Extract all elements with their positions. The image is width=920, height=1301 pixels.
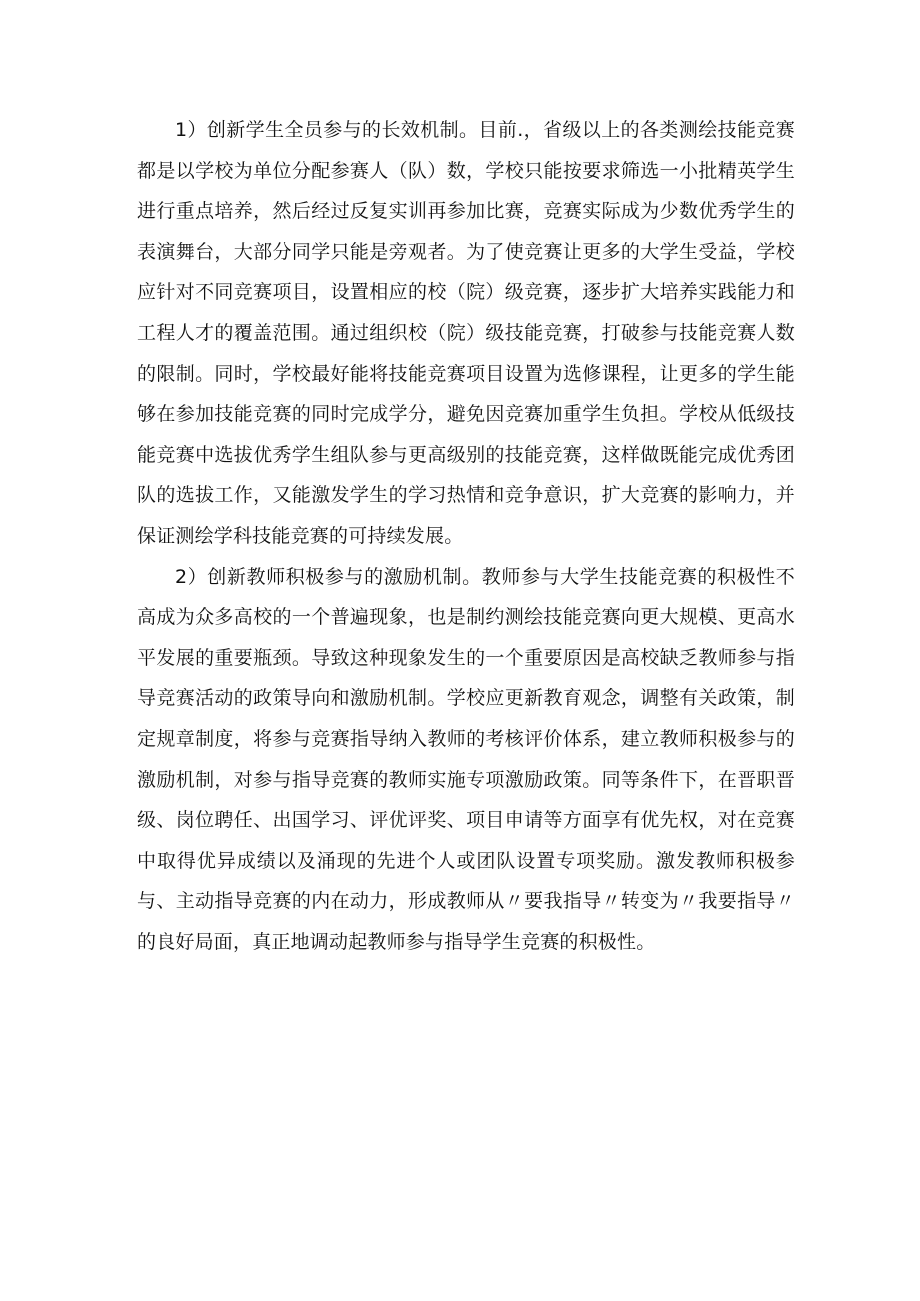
paragraph-1: 1）创新学生全员参与的长效机制。目前.，省级以上的各类测绘技能竞赛都是以学校为单位分配参赛人（队）数，学校只能按要求筛选一小批精英学生进行重点培养，然后经过反复实训再参加比赛，竞赛实际成为少数优秀学生的表演舞台，大部分同学只能是旁观者。为了使竞赛让更多的大学生受益，学校应针对不同竞赛项目，设置相应的校（院）级竞赛，逐步扩大培养实践能力和工程人才的覆盖范围。通过组织校（院）级技能竞赛，打破参与技能竞赛人数的限制。同时，学校最好能将技能竞赛项目设置为选修课程，让更多的学生能够在参加技能竞赛的同时完成学分，避免因竞赛加重学生负担。学校从低级技能竞赛中选拔优秀学生组队参与更高级别的技能竞赛，这样做既能完成优秀团队的选拔工作，又能激发学生的学习热情和竞争意识，扩大竞赛的影响力，并保证测绘学科技能竞赛的可持续发展。 — [137, 119, 795, 547]
paragraph-2: 2）创新教师积极参与的激励机制。教师参与大学生技能竞赛的积极性不高成为众多高校的一个普遍现象，也是制约测绘技能竞赛向更大规模、更高水平发展的重要瓶颈。导致这种现象发生的一个重要原因是高校缺乏教师参与指导竞赛活动的政策导向和激励机制。学校应更新教育观念，调整有关政策，制定规章制度，将参与竞赛指导纳入教师的考核评价体系，建立教师积极参与的激励机制，对参与指导竞赛的教师实施专项激励政策。同等条件下，在晋职晋级、岗位聘任、出国学习、评优评奖、项目申请等方面享有优先权，对在竞赛中取得优异成绩以及涌现的先进个人或团队设置专项奖励。激发教师积极参与、主动指导竞赛的内在动力，形成教师从〃要我指导〃转变为〃我要指导〃的良好局面，真正地调动起教师参与指导学生竞赛的积极性。 — [137, 565, 795, 953]
document-body — [137, 110, 795, 962]
